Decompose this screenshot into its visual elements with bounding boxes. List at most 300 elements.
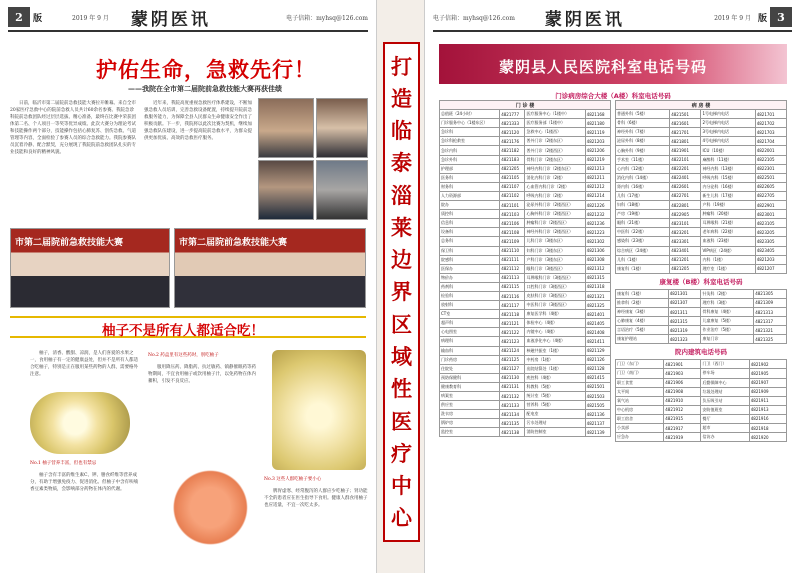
department-name: 消防控制室 [525, 428, 585, 437]
spine-char: 造 [391, 85, 412, 111]
headline: 护佑生命，急救先行！ [96, 57, 316, 82]
phone-number: 4822301 [755, 164, 786, 173]
phone-number: 4821325 [585, 301, 610, 310]
phone-row [616, 289, 787, 298]
phone-number: 4821201 [670, 255, 701, 264]
phone-row [616, 326, 787, 335]
department-name: 负压吸引站 [701, 396, 749, 405]
department-name: 作业治疗（5楼） [701, 326, 754, 335]
phone-row [440, 110, 611, 119]
phone-number: 4821902 [749, 360, 786, 369]
department-name: 医疗服务部（1楼中） [525, 119, 585, 128]
department-name: 信息科 [440, 219, 500, 228]
phone-row [440, 264, 611, 273]
phone-number: 4821315 [668, 317, 701, 326]
spine-char: 打 [391, 53, 412, 79]
phone-number: 4821212 [585, 182, 610, 191]
department-name: 配电室 [525, 410, 585, 419]
phone-number: 4823401 [670, 246, 701, 255]
phone-row [440, 337, 611, 346]
article1-column-1 [10, 100, 137, 220]
phone-number: 4821111 [500, 255, 525, 264]
phone-row [440, 246, 611, 255]
department-name: 呼吸内科门诊（2楼） [525, 191, 585, 200]
phone-number: 4821105 [500, 173, 525, 182]
headline-2: 柚子不是所有人都适合吃！ [102, 323, 264, 339]
phone-row [616, 414, 787, 423]
department-name: 口腔科门诊（3楼西区） [525, 282, 585, 291]
department-name: 门诊服务中心（1楼东区） [440, 119, 500, 128]
phone-number: 4821911 [749, 396, 786, 405]
phone-number: 4821203 [755, 255, 786, 264]
department-name: 普通外科（5楼） [616, 110, 670, 119]
phone-number: 4821214 [585, 191, 610, 200]
phone-row [440, 392, 611, 401]
department-name: 肿瘤科（20楼） [701, 210, 755, 219]
phone-row [440, 155, 611, 164]
phone-number: 4821113 [500, 273, 525, 282]
section-c-title: 院内建筑电话号码 [675, 348, 727, 357]
phone-number: 4821703 [755, 128, 786, 137]
spine-char: 区 [391, 311, 412, 337]
phone-number: 4821125 [500, 355, 525, 364]
phone-number: 4821906 [664, 378, 701, 387]
department-name: 内镜中心（4楼） [525, 328, 585, 337]
phone-row [616, 255, 787, 264]
phone-row [440, 410, 611, 419]
phone-number: 4821112 [500, 264, 525, 273]
spine-char: 中 [391, 473, 412, 499]
phone-number: 4821910 [664, 396, 701, 405]
phone-number: 4821501 [585, 382, 610, 391]
department-name: 康复护理站 [616, 335, 669, 344]
phone-row [440, 201, 611, 210]
phone-number: 4821411 [585, 337, 610, 346]
department-name: 物价办 [440, 273, 500, 282]
department-name: 内科（1楼） [701, 255, 755, 264]
department-name: 急救中心（1楼西） [525, 128, 585, 137]
department-name: 产科门诊（3楼东区） [525, 255, 585, 264]
phone-number: 4822701 [670, 191, 701, 200]
department-name: 心电图室 [440, 328, 500, 337]
phone-table-col2 [615, 100, 787, 442]
phone-row [440, 301, 611, 310]
group-photo-right [174, 228, 366, 308]
department-name: 妇科门诊（3楼东区） [525, 246, 585, 255]
department-name: 急诊内科 [440, 146, 500, 155]
department-name: 泌尿外科门诊（2楼西区） [525, 201, 585, 210]
phone-number: 4821333 [500, 119, 525, 128]
department-name: 供应室 [440, 401, 500, 410]
phone-row [616, 387, 787, 396]
phone-number: 4821121 [500, 319, 525, 328]
department-name: 内分泌科（16楼） [701, 182, 755, 191]
phone-table-buildings [615, 359, 787, 442]
tip1-text-box [30, 472, 140, 562]
phone-row [616, 369, 787, 378]
phone-number: 4821129 [585, 346, 610, 355]
phone-number: 4821503 [585, 392, 610, 401]
department-name: 产房（19楼） [616, 210, 670, 219]
spine-char: 界 [391, 279, 412, 305]
department-name: 预防保健科 [440, 373, 500, 382]
phone-number: 4821118 [500, 310, 525, 319]
phone-number: 4821176 [500, 137, 525, 146]
department-name: VIP病区（24楼） [701, 246, 755, 255]
phone-number: 4821912 [664, 405, 701, 414]
department-name: 营养科（5楼） [525, 401, 585, 410]
department-name: 血液净化中心（4楼） [525, 337, 585, 346]
department-name: 神经康复（3楼） [616, 307, 669, 316]
phone-row [440, 382, 611, 391]
phone-row [440, 255, 611, 264]
department-name: 1号电梯内电话 [701, 110, 755, 119]
department-name: 统计室（5楼） [525, 392, 585, 401]
department-name: 垃圾处理站 [701, 387, 749, 396]
subheadline: ——我院在全市第二届院前急救技能大赛再获佳绩 [128, 84, 282, 93]
phone-row [616, 164, 787, 173]
department-name: 疾控科（4楼） [525, 373, 585, 382]
department-name: 财务科 [440, 182, 500, 191]
right-page [425, 0, 800, 573]
department-name: 输血科 [440, 346, 500, 355]
phone-number: 4821601 [670, 119, 701, 128]
department-name: 职工宿舍 [616, 414, 664, 423]
phone-number: 4821919 [664, 433, 701, 442]
department-name: 急诊科抢救室 [440, 137, 500, 146]
phone-number: 4821205 [670, 264, 701, 273]
phone-number: 4821916 [749, 414, 786, 423]
phone-number: 4821302 [585, 237, 610, 246]
department-name: 消化内科（14楼） [616, 173, 670, 182]
department-name: 肾内科（16楼） [616, 182, 670, 191]
tip2-text-box [148, 364, 260, 446]
phone-number: 4822601 [670, 182, 701, 191]
department-name: 科教科（5楼） [525, 382, 585, 391]
spine-char: 域 [391, 344, 412, 370]
spine-slogan [383, 42, 420, 542]
department-name: 新生儿科（17楼） [701, 191, 755, 200]
department-name: 皮肤科门诊（3楼西区） [525, 291, 585, 300]
phone-number: 4821137 [585, 419, 610, 428]
department-name: 总务科 [440, 237, 500, 246]
department-name: 2号电梯内电话 [701, 119, 755, 128]
article1-column-2 [144, 100, 252, 222]
phone-number: 4822605 [755, 182, 786, 191]
phone-number: 4822101 [670, 155, 701, 164]
award-photo-1 [258, 98, 314, 158]
department-name: 住院处 [440, 364, 500, 373]
phone-number: 4821211 [585, 173, 610, 182]
phone-number: 4823301 [670, 237, 701, 246]
phone-row [440, 373, 611, 382]
department-name: 普外门诊（2楼西区） [525, 146, 585, 155]
newspaper-brand: 蒙阴医讯 [544, 9, 625, 30]
department-name: 质控科 [440, 210, 500, 219]
phone-row [440, 119, 611, 128]
department-name: 心内科（12楼） [616, 164, 670, 173]
department-name: 核磁共振室（1楼） [525, 346, 585, 355]
department-name: 人力资源部 [440, 191, 500, 200]
phone-row [616, 317, 787, 326]
phone-number: 4822105 [755, 155, 786, 164]
phone-number: 4821127 [500, 364, 525, 373]
phone-row [440, 237, 611, 246]
phone-row [440, 164, 611, 173]
phone-number: 4821226 [585, 201, 610, 210]
left-page [0, 0, 376, 573]
phone-number: 4821232 [585, 210, 610, 219]
phone-number: 4821120 [500, 128, 525, 137]
phone-number: 4821918 [749, 424, 786, 433]
department-name: 药剂科 [440, 282, 500, 291]
banner-text-left: 市第二届院前急救技能大赛 [15, 238, 124, 248]
page-number: 3 [770, 7, 792, 27]
section-b-title: 康复楼（B楼）科室电话号码 [659, 277, 743, 286]
department-name: 儿科（17楼） [616, 191, 670, 200]
phone-number: 4821124 [500, 346, 525, 355]
tip3-title: No.3 这些人群吃柚子要小心 [264, 477, 322, 482]
phone-row [440, 273, 611, 282]
phone-number: 4822501 [755, 173, 786, 182]
department-name: 急诊科 [440, 128, 500, 137]
phone-number: 4821505 [585, 401, 610, 410]
department-name: 医保办 [440, 264, 500, 273]
phone-table-rehab [615, 289, 787, 345]
phone-number: 4821801 [670, 137, 701, 146]
department-name: 病理科 [440, 337, 500, 346]
phone-number: 4821901 [664, 360, 701, 369]
department-name: 病案室 [440, 392, 500, 401]
phone-row [616, 191, 787, 200]
phone-number: 4821139 [585, 428, 610, 437]
phone-row [616, 119, 787, 128]
phone-number: 4821136 [585, 410, 610, 419]
phone-row [440, 128, 611, 137]
department-name: 护理部 [440, 164, 500, 173]
phone-number: 4821323 [668, 335, 701, 344]
phone-row [440, 182, 611, 191]
phone-row [616, 228, 787, 237]
department-name: 神经内科（13楼） [701, 164, 755, 173]
spine-char: 心 [391, 505, 412, 531]
phone-number: 4821915 [664, 414, 701, 423]
spine-char: 莱 [391, 214, 412, 240]
phone-number: 4821205 [500, 164, 525, 173]
phone-row [616, 264, 787, 273]
phone-number: 4821909 [749, 387, 786, 396]
tip2-title-box [148, 352, 260, 364]
banner-text-right: 市第二届院前急救技能大赛 [179, 238, 288, 248]
phone-row [440, 346, 611, 355]
department-name: 医疗服务中心（1楼中） [525, 110, 585, 119]
phone-number: 4821318 [585, 282, 610, 291]
department-name: 安防值班室 [701, 405, 749, 414]
phone-row [616, 128, 787, 137]
phone-number: 4821913 [749, 405, 786, 414]
ban-label: 版 [33, 13, 43, 24]
department-name: 普外门诊（2楼东区） [525, 137, 585, 146]
phone-number: 4822905 [670, 210, 701, 219]
department-name: 体检中心（4楼） [525, 319, 585, 328]
department-name: 总值班（24小时） [440, 110, 500, 119]
phone-number: 4821107 [500, 182, 525, 191]
phone-number: 4821319 [668, 326, 701, 335]
phone-number: 4821182 [500, 146, 525, 155]
department-name: 康复科（1楼） [616, 264, 670, 273]
phone-row [440, 219, 611, 228]
phone-row [616, 219, 787, 228]
spine-char: 临 [391, 118, 412, 144]
department-name: 监控室 [440, 428, 500, 437]
phone-number: 4821306 [585, 246, 610, 255]
phone-row [440, 310, 611, 319]
phone-number: 4823101 [670, 219, 701, 228]
department-name: 洗衣房 [440, 410, 500, 419]
phone-number: 4821309 [754, 298, 787, 307]
award-photo-2 [316, 98, 368, 158]
issue-date: 2019 年 9 月 [714, 14, 751, 22]
spine-char: 泰 [391, 150, 412, 176]
email: 电子信箱：myhsq@126.com [286, 14, 368, 22]
phone-number: 4821702 [755, 119, 786, 128]
phone-row [440, 419, 611, 428]
left-page-header [8, 4, 368, 32]
department-name: 耳鼻喉科（21楼） [701, 219, 755, 228]
department-name: 超市 [701, 424, 749, 433]
department-name: 儿科门诊（3楼东区） [525, 237, 585, 246]
department-name: 手术室（11楼） [616, 155, 670, 164]
phone-row [616, 360, 787, 369]
phone-row [616, 433, 787, 442]
department-name: 应急办 [616, 433, 664, 442]
phone-row [440, 173, 611, 182]
phone-row [616, 146, 787, 155]
phone-number: 4821908 [664, 387, 701, 396]
department-name: 妇科（18楼） [616, 201, 670, 210]
phone-number: 4821138 [500, 428, 525, 437]
department-name: 污水处理站 [525, 419, 585, 428]
phone-row [616, 405, 787, 414]
department-name: 保卫科 [440, 246, 500, 255]
issue-date: 2019 年 9 月 [72, 14, 109, 22]
phone-number: 4821133 [500, 401, 525, 410]
phone-number: 4822201 [670, 164, 701, 173]
department-name: 骨科（6楼） [616, 119, 670, 128]
department-name: 门卫（西门） [701, 360, 749, 369]
tip3-title-box [264, 476, 368, 488]
phone-number: 4821206 [585, 146, 610, 155]
phone-row [616, 173, 787, 182]
department-name: 神经外科门诊（2楼西区） [525, 228, 585, 237]
phone-number: 4822001 [755, 146, 786, 155]
phone-number: 4821704 [755, 137, 786, 146]
department-name: 锅炉房 [440, 419, 500, 428]
award-photo-3 [258, 160, 314, 220]
department-name: 康复医学科（4楼） [525, 310, 585, 319]
phone-row [616, 210, 787, 219]
department-name: 健康教育科 [440, 382, 500, 391]
phone-table-ward [615, 100, 787, 274]
section-a-title: 门诊病房综合大楼（A楼）科室电话号码 [555, 92, 671, 100]
department-name: 设备科 [440, 228, 500, 237]
department-name: 康复科（1楼） [616, 289, 669, 298]
tip1-title: No.1 柚子营养丰富，但也有禁忌 [30, 461, 97, 466]
email: 电子信箱：myhsq@126.com [433, 14, 515, 22]
tip2-title: No.2 药盒里有这些药时，别吃柚子 [148, 353, 219, 358]
phone-number: 4821311 [668, 307, 701, 316]
phone-row [616, 335, 787, 344]
spine-char: 医 [391, 408, 412, 434]
center-spine [376, 0, 425, 573]
department-name: 急诊外科 [440, 155, 500, 164]
phone-number: 4822705 [755, 191, 786, 200]
phone-number: 4821119 [585, 128, 610, 137]
phone-number: 4821308 [585, 255, 610, 264]
phone-number: 4821777 [500, 110, 525, 119]
phone-row [440, 401, 611, 410]
phone-number: 4821905 [749, 369, 786, 378]
department-name: 呼吸内科（15楼） [701, 173, 755, 182]
department-name: 理疗室（1楼） [701, 264, 755, 273]
department-name: 综合病区（24楼） [616, 246, 670, 255]
department-name: 消化内科门诊（2楼） [525, 173, 585, 182]
phone-number: 4821312 [585, 264, 610, 273]
phone-row [616, 237, 787, 246]
department-name: 门诊药房 [440, 355, 500, 364]
department-name: 后勤保障中心 [701, 378, 749, 387]
phone-row [440, 364, 611, 373]
department-name: 心血管内科门诊（2楼） [525, 182, 585, 191]
phone-number: 4821701 [670, 128, 701, 137]
department-name: 4号电梯内电话 [701, 137, 755, 146]
department-name: 血液科（23楼） [701, 237, 755, 246]
phone-row [440, 428, 611, 437]
department-name: 门卫（东门） [616, 360, 664, 369]
phone-number: 4823405 [755, 246, 786, 255]
phone-number: 4823201 [670, 228, 701, 237]
department-name: 眼科门诊（3楼西区） [525, 264, 585, 273]
phone-number: 4822401 [670, 173, 701, 182]
department-name: 超声科 [440, 319, 500, 328]
phone-number: 4821115 [500, 282, 525, 291]
col1-header: 门 诊 楼 [440, 101, 611, 110]
spine-char: 疗 [391, 440, 412, 466]
phone-number: 4821106 [500, 219, 525, 228]
phone-number: 4821168 [585, 110, 610, 119]
phone-row [616, 155, 787, 164]
phone-number: 4821325 [754, 335, 787, 344]
department-name: 骨科门诊（2楼东区） [525, 155, 585, 164]
phone-number: 4821101 [500, 201, 525, 210]
department-name: 餐厅 [701, 414, 749, 423]
phone-number: 4821102 [500, 191, 525, 200]
phone-number: 4821405 [585, 319, 610, 328]
phone-row [440, 282, 611, 291]
phone-number: 4821236 [585, 219, 610, 228]
department-name: 心胸外科（9楼） [616, 146, 670, 155]
phone-number: 4822801 [670, 201, 701, 210]
phone-number: 4821131 [500, 382, 525, 391]
phone-table-outpatient [439, 100, 611, 437]
phone-number: 4821901 [670, 146, 701, 155]
spine-char: 性 [391, 376, 412, 402]
phone-number: 4821122 [500, 328, 525, 337]
phone-directory-title: 蒙阴县人民医院科室电话号码 [499, 58, 708, 76]
tip3-text-box [264, 488, 368, 566]
department-name: 出院结算处（1楼） [525, 364, 585, 373]
phone-row [616, 424, 787, 433]
